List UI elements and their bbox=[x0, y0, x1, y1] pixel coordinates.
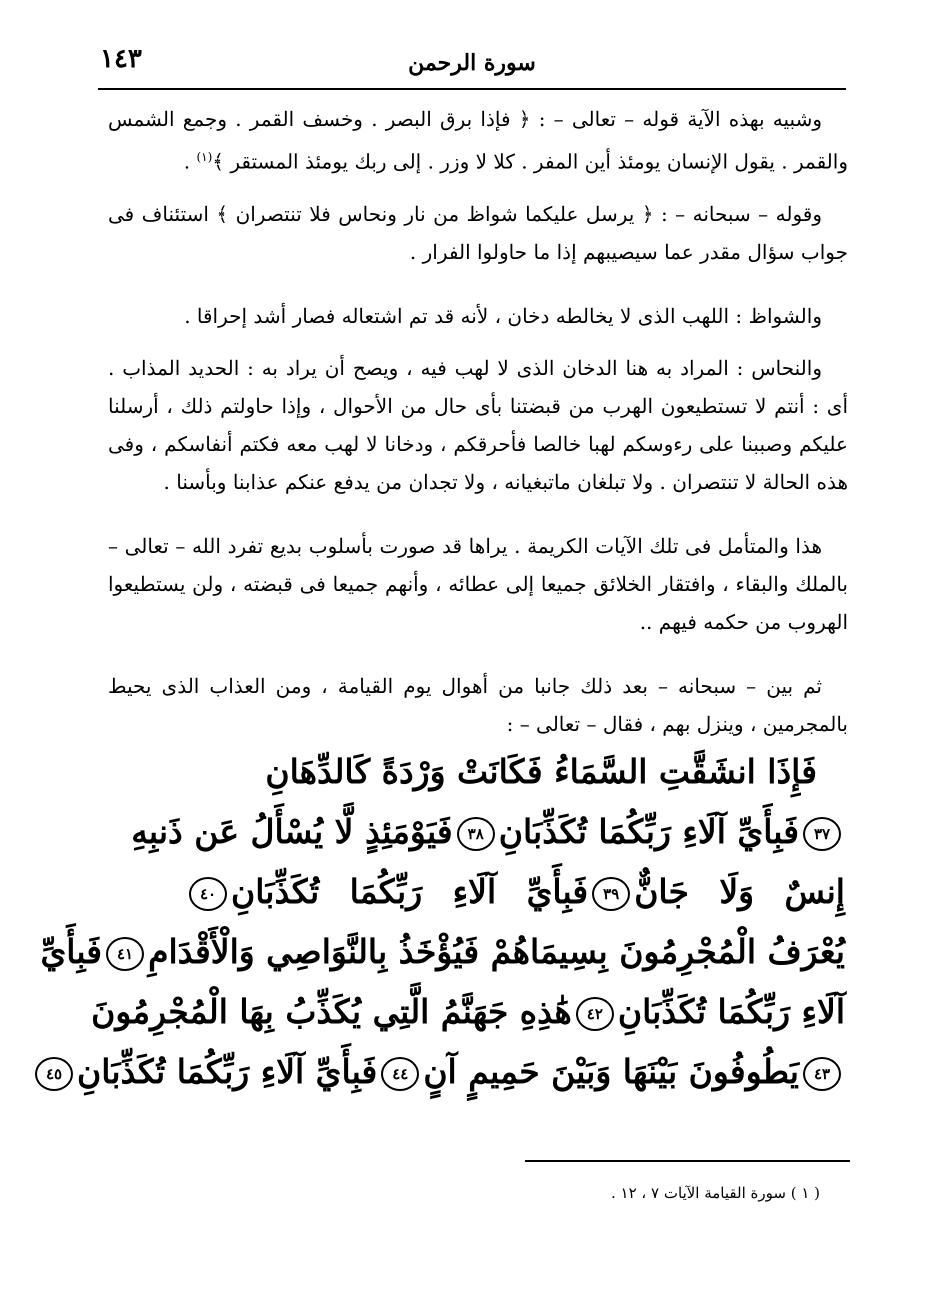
verse-text: فَإِذَا انشَقَّتِ السَّمَاءُ فَكَانَتْ وَرْدَةً كَالدِّهَانِ bbox=[265, 752, 817, 791]
ayah-number-marker: ٤٠ bbox=[189, 877, 227, 911]
verse-line-6 bbox=[45, 1042, 845, 1102]
verse-text: يُعْرَفُ الْمُجْرِمُونَ بِسِيمَاهُمْ فَيُؤْخَذُ بِالنَّوَاصِي وَالْأَقْدَامِ bbox=[148, 932, 845, 971]
verse-text: فَبِأَيِّ bbox=[40, 932, 103, 971]
ayah-number-marker: ٤١ bbox=[106, 937, 144, 971]
verse-text: إِنسٌ وَلَا جَانٌّ bbox=[634, 872, 845, 911]
quran-verses bbox=[40, 742, 845, 1102]
verse-line-3 bbox=[185, 862, 845, 922]
ayah-number-marker: ٣٩ bbox=[592, 877, 630, 911]
verse-text: فَبِأَيِّ آلَاءِ رَبِّكُمَا تُكَذِّبَانِ bbox=[231, 872, 589, 911]
footnote-divider bbox=[525, 1160, 850, 1162]
paragraph-1-text: وشبيه بهذه الآية قوله – تعالى – : ﴿ فإذا برق البصر . وخسف القمر . وجمع الشمس والقمر . يقول الإنسان يومئذ أين المفر . كلا لا وزر . إلى ربك يومئذ المستقر ﴾ bbox=[108, 107, 848, 174]
verse-text: يَطُوفُونَ بَيْنَهَا وَبَيْنَ حَمِيمٍ آنٍ bbox=[423, 1052, 799, 1091]
page-number: ١٤٣ bbox=[100, 44, 142, 74]
verse-line-1 bbox=[185, 742, 845, 802]
ayah-number-marker: ٣٧ bbox=[803, 817, 841, 851]
verse-line-4 bbox=[40, 922, 845, 982]
ayah-number-marker: ٤٣ bbox=[803, 1057, 841, 1091]
paragraph-1: وشبيه بهذه الآية قوله – تعالى – : ﴿ فإذا برق البصر . وخسف القمر . وجمع الشمس والقمر . يقول الإنسان يومئذ أين المفر . كلا لا وزر . إلى ربك يومئذ المستقر ﴾$^{(١)}$ . bbox=[108, 107, 848, 174]
paragraph-4: والنحاس : المراد به هنا الدخان الذى لا لهب فيه ، ويصح أن يراد به : الحديد المذاب . أى : أنتم لا تستطيعون الهرب من قبضتنا بأى حال من الأحوال ، وإذا حاولتم ذلك ، أرسلنا عليكم وصببنا على رءوسكم لهبا خالصا فأحرقكم ، ودخانا لا لهب معه فكتم أنفاسكم ، وفى هذه الحالة لا تنتصران . ولا تبلغان ماتبغيانه ، ولا تجدان من يدفع عنكم عذابنا وبأسنا . bbox=[108, 355, 848, 494]
header-divider bbox=[98, 88, 846, 90]
commentary-text bbox=[108, 100, 848, 743]
footnote: ( ١ ) سورة القيامة الآيات ٧ ، ١٢ . bbox=[610, 1184, 820, 1202]
verse-text: فَبِأَيِّ آلَاءِ رَبِّكُمَا تُكَذِّبَانِ bbox=[77, 1052, 378, 1091]
verse-line-5 bbox=[91, 982, 845, 1042]
surah-title: سورة الرحمن bbox=[408, 50, 536, 76]
paragraph-5: هذا والمتأمل فى تلك الآيات الكريمة . يراها قد صورت بأسلوب بديع تفرد الله – تعالى – بالملك والبقاء ، وافتقار الخلائق جميعا إلى عطائه ، وأنهم جميعا فى قبضته ، ولن يستطيعوا الهروب من حكمه فيهم .. bbox=[108, 533, 848, 634]
ayah-number-marker: ٤٤ bbox=[381, 1057, 419, 1091]
ayah-number-marker: ٤٥ bbox=[35, 1057, 73, 1091]
ayah-number-marker: ٤٢ bbox=[576, 997, 614, 1031]
verse-text: آلَاءِ رَبِّكُمَا تُكَذِّبَانِ bbox=[617, 992, 845, 1031]
verse-text: فَيَوْمَئِذٍ لَّا يُسْأَلُ عَن ذَنبِهِ bbox=[131, 812, 453, 851]
ayah-number-marker: ٣٨ bbox=[457, 817, 495, 851]
paragraph-2: وقوله – سبحانه – : ﴿ يرسل عليكما شواظ من نار ونحاس فلا تنتصران ﴾ استئناف فى جواب سؤال مقدر عما سيصيبهم إذا ما حاولوا الفرار . bbox=[108, 201, 848, 264]
footnote-marker: (١) bbox=[196, 150, 213, 164]
verse-text: فَبِأَيِّ آلَاءِ رَبِّكُمَا تُكَذِّبَانِ bbox=[498, 812, 799, 851]
verse-text: هَٰذِهِ جَهَنَّمُ الَّتِي يُكَذِّبُ بِهَا الْمُجْرِمُونَ bbox=[91, 992, 572, 1031]
paragraph-6: ثم بين – سبحانه – بعد ذلك جانبا من أهوال يوم القيامة ، ومن العذاب الذى يحيط بالمجرمين ، وينزل بهم ، فقال – تعالى – : bbox=[108, 673, 848, 736]
paragraph-3: والشواظ : اللهب الذى لا يخالطه دخان ، لأنه قد تم اشتعاله فصار أشد إحراقا . bbox=[184, 303, 822, 328]
verse-line-2 bbox=[131, 802, 845, 862]
page-header bbox=[100, 44, 844, 88]
